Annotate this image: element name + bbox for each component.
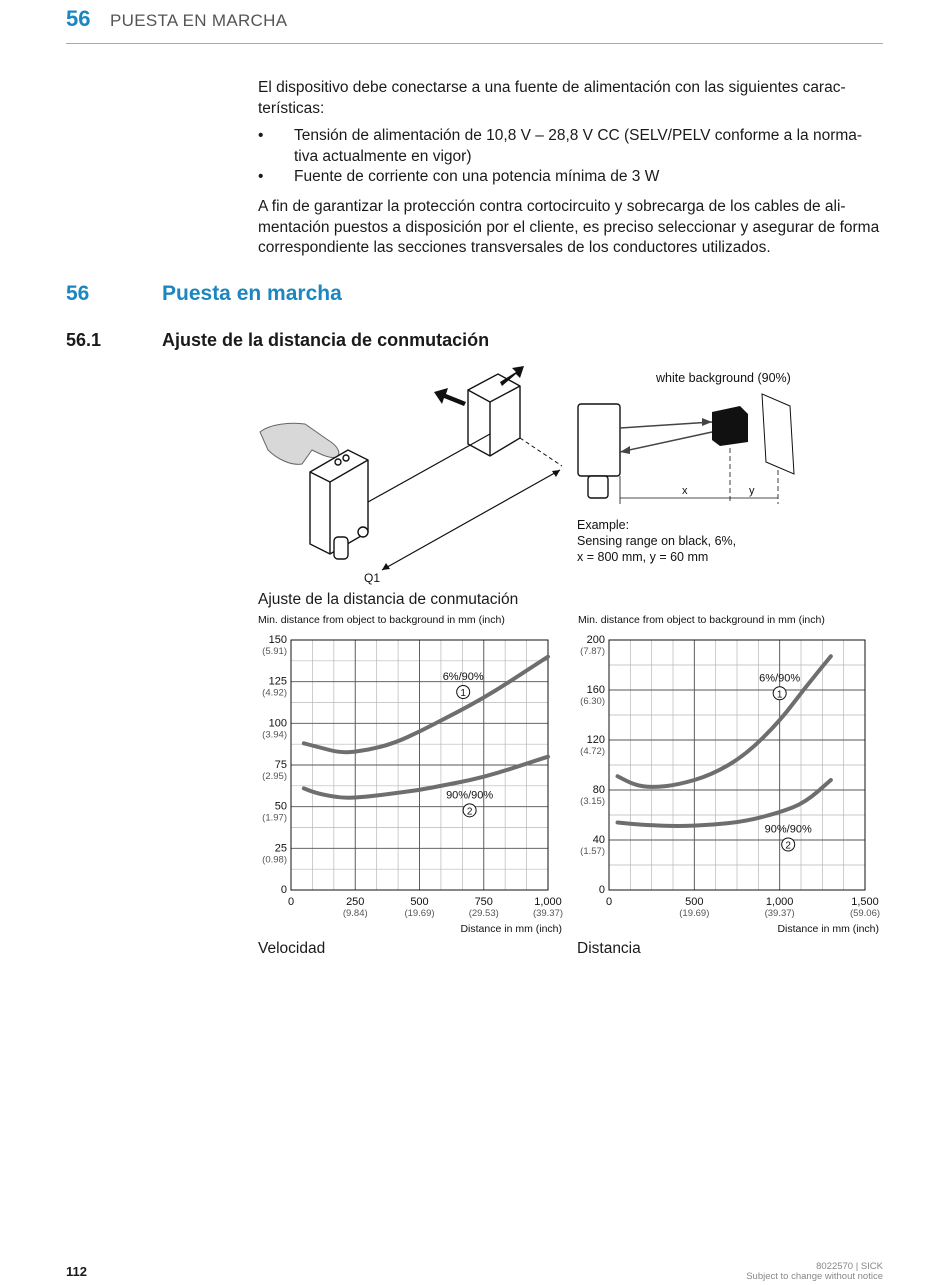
sensor-illustration: [250, 362, 810, 588]
y-tick-label: 75: [274, 759, 287, 771]
series-label: 90%/90%: [446, 789, 494, 802]
x-tick-sublabel: (19.69): [679, 908, 710, 919]
header-chapter-title: PUESTA EN MARCHA: [110, 11, 288, 30]
list-item: [258, 126, 883, 167]
y-tick-label: 160: [586, 684, 605, 696]
y-tick-sublabel: (5.91): [262, 646, 287, 657]
footer-doc-id: 8022570 | SICK: [816, 1261, 883, 1272]
chart-label: Velocidad: [258, 940, 326, 957]
hand-icon: [260, 423, 339, 464]
y-tick-sublabel: (1.97): [262, 812, 287, 824]
y-tick-label: 150: [268, 634, 287, 646]
x-tick-label: 250: [346, 896, 365, 908]
y-tick-label: 125: [268, 675, 287, 688]
bullet-icon: •: [258, 168, 264, 185]
intro-paragraph: El dispositivo debe conectarse a una fuente de alimentación con las siguientes carac-terísticas:: [258, 79, 846, 117]
y-tick-label: 120: [586, 734, 605, 746]
protection-paragraph: A fin de garantizar la protección contra cortocircuito y sobrecarga de los cables de ali-mentación puestos a disposición por el cliente, es preciso seleccionar y asegurar de forma correspondiente las secciones transversales de los conductores utilizados.: [258, 198, 880, 256]
x-tick-sublabel: (19.69): [404, 908, 435, 919]
x-tick-sublabel: (9.84): [342, 908, 368, 919]
y-tick-label: 0: [280, 884, 287, 896]
example-line: Sensing range on black, 6%,: [577, 534, 737, 548]
chart-label: Distancia: [577, 940, 641, 957]
footer-info: [746, 1262, 883, 1282]
x-axis-title: Distance in mm (inch): [460, 923, 562, 935]
y-tick-sublabel: (6.30): [580, 696, 605, 707]
series-line: [304, 657, 548, 753]
series-line: [304, 757, 548, 798]
y-label: y: [749, 485, 755, 497]
target-box: [468, 374, 520, 456]
section-title: Puesta en marcha: [162, 282, 342, 305]
y-tick-label: 0: [598, 884, 605, 896]
x-tick-label: 750: [474, 896, 493, 908]
sensor-body-right: [578, 404, 620, 498]
example-line: x = 800 mm, y = 60 mm: [577, 550, 709, 564]
y-tick-label: 40: [592, 834, 605, 846]
white-background-label: white background (90%): [656, 371, 791, 385]
x-tick-sublabel: (39.37): [764, 908, 795, 919]
x-tick-label: 500: [410, 896, 429, 908]
y-axis-title: Min. distance from object to background in mm (inch): [578, 614, 825, 626]
series-label: 6%/90%: [759, 672, 801, 685]
chart-velocidad: [252, 610, 572, 938]
page-number: 112: [66, 1264, 87, 1279]
y-tick-sublabel: (1.57): [580, 846, 605, 857]
series-marker-number: 1: [460, 688, 466, 699]
list-item-text: Tensión de alimentación de 10,8 V – 28,8 V CC (SELV/PELV conforme a la norma-tiva actualmente en vigor): [294, 127, 863, 165]
subsection-title: Ajuste de la distancia de conmutación: [162, 330, 490, 350]
q1-label: Q1: [364, 571, 381, 585]
y-tick-sublabel: (7.87): [580, 646, 605, 657]
series-marker-number: 2: [785, 840, 791, 852]
chart-distancia: [572, 610, 890, 938]
y-tick-sublabel: (3.94): [262, 729, 287, 741]
subsection-number: 56.1: [66, 330, 102, 350]
black-object: [712, 406, 748, 446]
y-tick-sublabel: (0.98): [262, 854, 287, 866]
footer-notice: Subject to change without notice: [746, 1271, 883, 1282]
y-tick-label: 50: [274, 800, 287, 813]
y-tick-sublabel: (4.72): [580, 746, 605, 757]
series-label: 6%/90%: [442, 671, 484, 683]
x-tick-label: 0: [605, 896, 613, 908]
x-tick-sublabel: (39.37): [532, 908, 564, 919]
requirements-list: [258, 126, 883, 188]
sensor-body-left: [310, 450, 368, 559]
x-tick-label: 500: [685, 896, 704, 908]
y-tick-sublabel: (2.95): [262, 771, 287, 782]
header-chapter-number: 56: [66, 6, 91, 31]
figure-caption: Ajuste de la distancia de conmutación: [258, 591, 519, 608]
series-marker-number: 1: [776, 689, 783, 701]
x-axis-title: Distance in mm (inch): [777, 923, 879, 935]
list-item: [258, 167, 883, 188]
x-tick-label: 1,500: [851, 896, 879, 908]
y-tick-sublabel: (4.92): [262, 687, 287, 699]
y-tick-label: 80: [592, 784, 605, 796]
y-axis-title: Min. distance from object to background in mm (inch): [258, 614, 505, 626]
header-divider: [66, 43, 883, 44]
y-tick-label: 25: [274, 842, 287, 855]
distance-arrow: [382, 470, 560, 570]
measure-line: [368, 434, 490, 502]
x-tick-label: 1,000: [534, 896, 562, 908]
x-tick-sublabel: (29.53): [468, 908, 499, 919]
example-title: Example:: [577, 518, 630, 532]
y-tick-label: 200: [586, 634, 605, 646]
x-label: x: [682, 485, 688, 497]
bullet-icon: •: [258, 127, 264, 144]
series-label: 90%/90%: [764, 823, 812, 836]
white-background-panel: [762, 394, 794, 474]
section-number: 56: [66, 282, 90, 305]
x-tick-label: 1,000: [765, 896, 794, 908]
series-marker-number: 2: [466, 806, 473, 818]
x-tick-label: 0: [287, 896, 295, 908]
y-tick-label: 100: [268, 717, 287, 730]
list-item-text: Fuente de corriente con una potencia mínima de 3 W: [294, 168, 660, 185]
arrow-away-icon: [434, 388, 466, 406]
y-tick-sublabel: (3.15): [580, 796, 605, 807]
x-tick-sublabel: (59.06): [849, 908, 881, 919]
